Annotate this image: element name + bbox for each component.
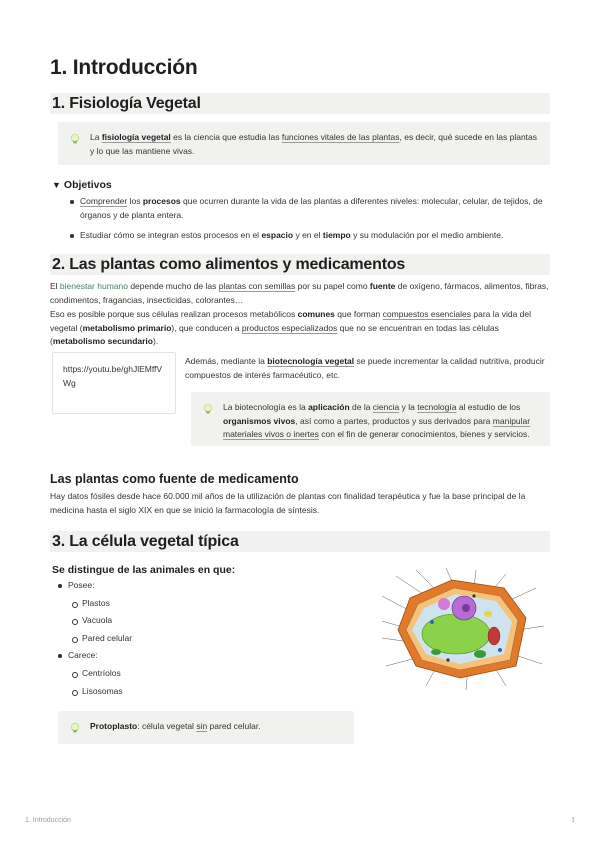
diferencias-list [52,579,352,698]
paragraph-metabolismo: Eso es posible porque sus células realizan procesos metabólicos comunes que forman compuestos esenciales para la vida del vegetal (metabolismo primario), que conducen a productos especializados que no se encuentran en todas las células (metabolismo secundario). [50,309,532,347]
objetivos-list [64,195,550,243]
page-number: 1 [571,817,575,824]
list-item: Centríolos [66,667,352,681]
section-heading-celula: 3. La célula vegetal típica [50,531,550,552]
list-item: Plastos [66,597,352,611]
callout-protoplasto: Protoplasto: célula vegetal sin pared celular. [58,711,354,744]
callout-biotecnologia: La biotecnología es la aplicación de la ciencia y la tecnología al estudio de los organismos vivos, así como a partes, productos y sus derivados para manipular materiales vivos o inertes con el fin de generar conocimientos, bienes y servicios. [191,392,550,446]
paragraph-biotecnologia: Además, mediante la biotecnología vegetal se puede incrementar la calidad nutritiva, producir compuestos de interés farmacéutico, etc. [185,356,545,380]
list-item: Estudiar cómo se integran estos procesos en el espacio y en el tiempo y su modulación por el medio ambiente. [64,229,550,243]
video-bookmark-link[interactable]: https://youtu.be/ghJlEMffVWg [52,352,176,414]
plant-cell-diagram [376,566,548,694]
list-item: Pared celular [66,632,352,646]
paragraph-bienestar: El bienestar humano depende mucho de las plantas con semillas por su papel como fuente de oxígeno, fármacos, alimentos, fibras, condimentos, fragancias, insecticidas, colorantes… [50,281,549,305]
lightbulb-icon [68,132,82,146]
list-item-carece: Carece: [52,649,352,663]
list-item: Comprender los procesos que ocurren durante la vida de las plantas a diferentes niveles: molecular, celular, de tejidos, de órganos y de planta entera. [64,195,550,222]
subheading-distingue: Se distingue de las animales en que: [52,564,236,576]
triangle-down-icon[interactable]: ▼ [52,180,61,190]
paragraph-fosiles: Hay datos fósiles desde hace 60.000 mil años de la utilización de plantas con finalidad terapéutica y fue la base principal de la medicina hasta el siglo XIX en que se inició la farmacología de síntesis. [50,491,526,515]
lightbulb-icon [201,402,215,416]
lightbulb-icon [68,721,82,735]
callout-fisiologia: La fisiología vegetal es la ciencia que estudia las funciones vitales de las plantas, es decir, qué sucede en las plantas y lo que las mantiene vivas. [58,122,550,165]
section-heading-alimentos: 2. Las plantas como alimentos y medicamentos [50,254,550,275]
list-item: Vacuola [66,614,352,628]
page-footer [25,816,575,827]
footer-title: 1. Introducción [25,817,71,824]
section-heading-fisiologia: 1. Fisiología Vegetal [50,93,550,114]
list-item: Lisosomas [66,685,352,699]
list-item-posee: Posee: [52,579,352,593]
page-title: 1. Introducción [50,56,198,79]
toggle-objetivos[interactable]: ▼ Objetivos [52,179,112,191]
subheading-medicamento: Las plantas como fuente de medicamento [50,472,299,486]
